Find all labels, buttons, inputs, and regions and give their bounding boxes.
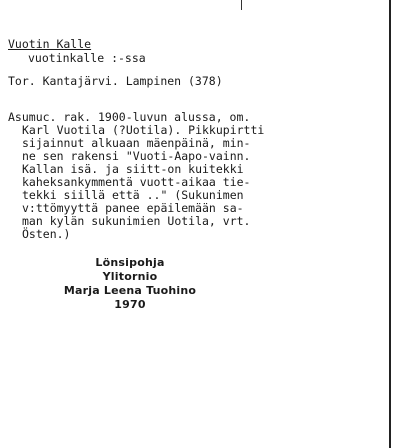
signature-parish: Ylitornio (102, 270, 158, 283)
card-edge (389, 0, 391, 448)
body-line: Karl Vuotila (?Uotila). Pikkupirtti (22, 123, 265, 137)
punch-mark (241, 0, 242, 10)
body-line: Asumuc. rak. 1900-luvun alussa, om. (8, 110, 251, 124)
body-line: v:ttömyyttä panee epäilemään sa- (22, 201, 244, 215)
body-line: sijainnut alkuaan mäenpäinä, min- (22, 136, 251, 150)
headword-variant: vuotinkalle :-ssa (28, 51, 146, 65)
signature-village: Lönsipohja (95, 256, 165, 269)
body-line: Kallan isä. ja siitt-on kuitekki (22, 162, 244, 176)
body-line: kaheksankymmentä vuott-aikaa tie- (22, 175, 251, 189)
body-line: tekki siillä että .." (Sukunimen (22, 188, 244, 202)
body-line: man kylän sukunimien Uotila, vrt. (22, 214, 251, 228)
body-line: Östen.) (22, 227, 71, 241)
signature-year: 1970 (114, 298, 146, 311)
source-line: Tor. Kantajärvi. Lampinen (378) (8, 74, 223, 88)
signature-collector: Marja Leena Tuohino (63, 284, 197, 297)
headword: Vuotin Kalle (8, 37, 92, 51)
body-line: ne sen rakensi "Vuoti-Aapo-vainn. (22, 149, 251, 163)
